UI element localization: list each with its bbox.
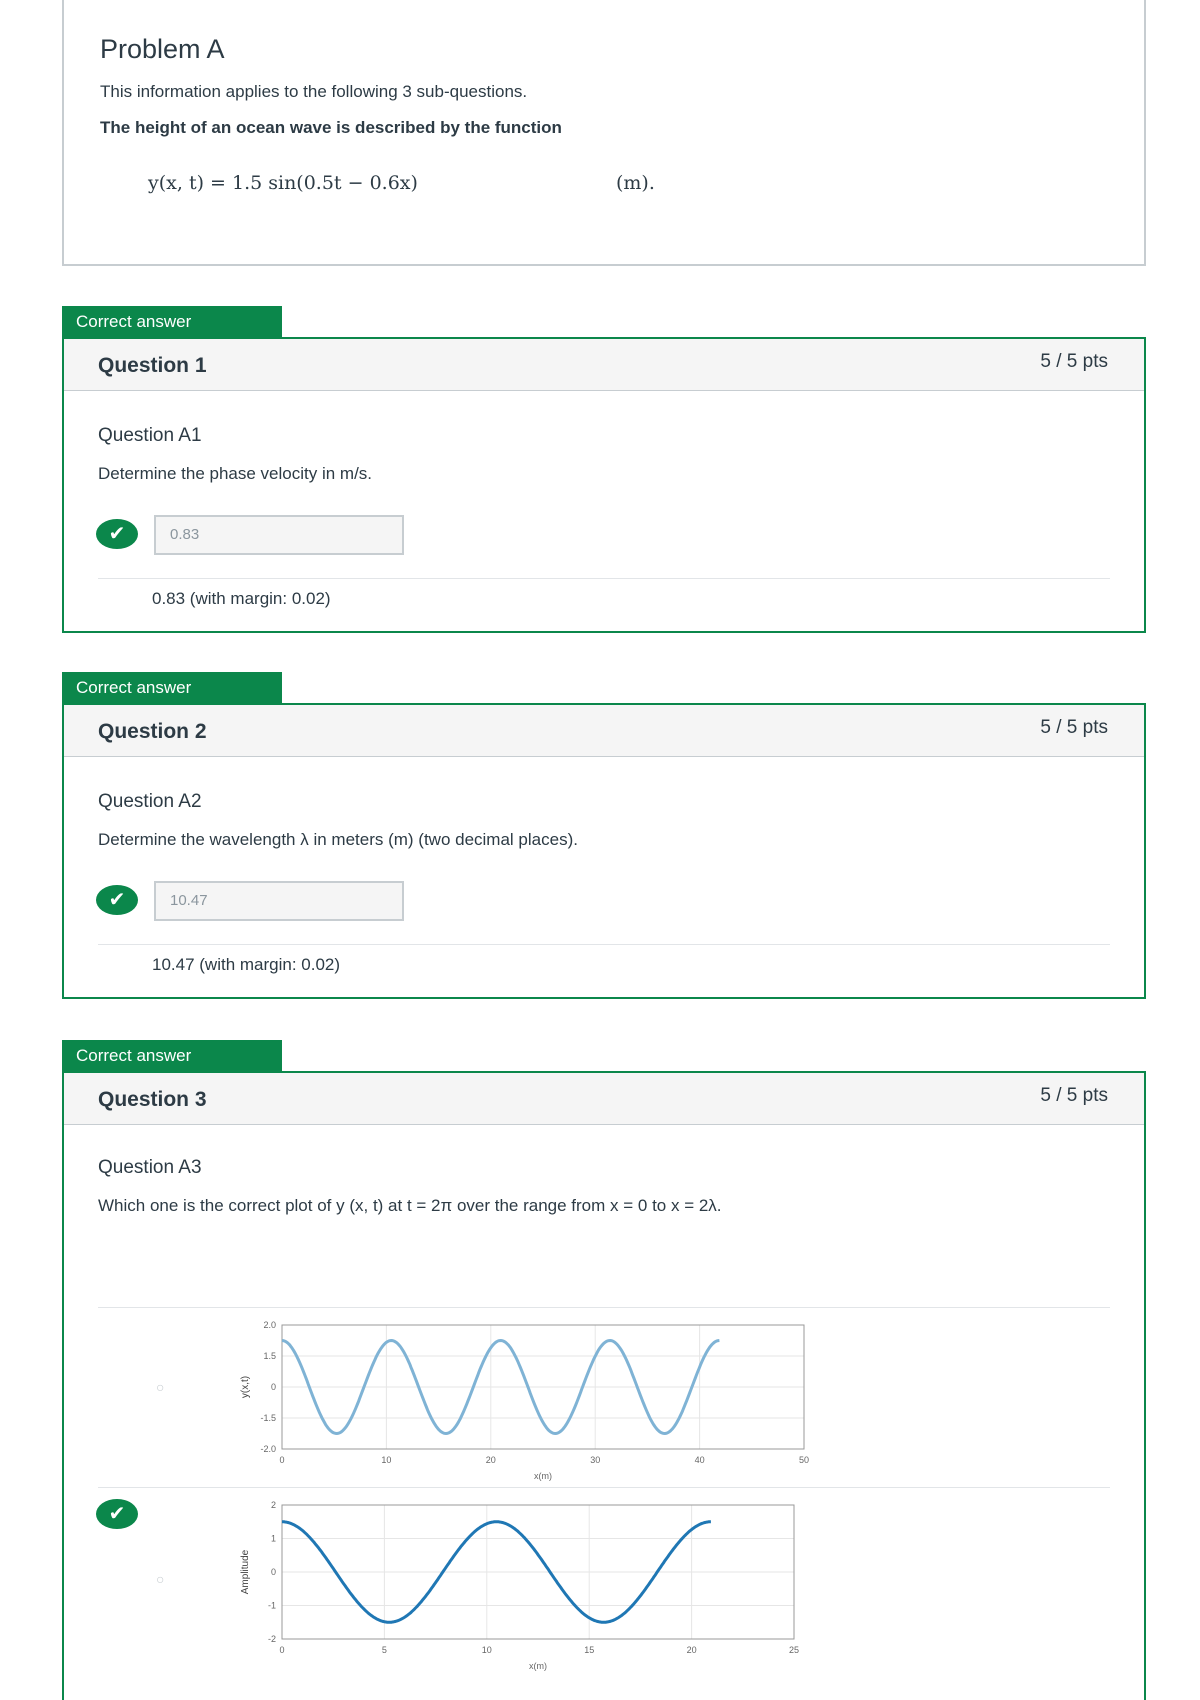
answer-input[interactable]: 10.47 (154, 881, 404, 921)
question-prompt: Determine the wavelength λ in meters (m) (two decimal places). (98, 830, 578, 849)
correct-answer-text: 0.83 (with margin: 0.02) (152, 589, 331, 608)
question-subtitle: Question A2 (98, 791, 202, 812)
x-tick-label: 0 (279, 1455, 285, 1465)
x-tick-label: 20 (485, 1455, 496, 1465)
question-prompt: Determine the phase velocity in m/s. (98, 464, 373, 483)
x-tick-label: 5 (381, 1645, 387, 1655)
checkmark-icon: ✔ (96, 1499, 138, 1529)
option-radio-1[interactable]: ○ (156, 1379, 165, 1395)
x-tick-label: 15 (584, 1645, 595, 1655)
checkmark-icon: ✔ (96, 519, 138, 549)
question-2-card (62, 703, 1146, 999)
question-header (64, 339, 1144, 391)
question-points: 5 / 5 pts (1040, 1085, 1108, 1106)
checkmark-icon: ✔ (96, 885, 138, 915)
answer-input[interactable]: 0.83 (154, 515, 404, 555)
problem-equation: y(x, t) = 1.5 sin(0.5t − 0.6x) (148, 172, 418, 194)
question-points: 5 / 5 pts (1040, 717, 1108, 738)
divider (98, 1307, 1110, 1308)
question-3-card (62, 1071, 1146, 1700)
x-tick-label: 30 (590, 1455, 601, 1465)
correct-answer-badge: Correct answer (62, 672, 282, 704)
y-axis-label: y(x,t) (240, 1375, 251, 1399)
question-title: Question 2 (98, 720, 207, 743)
y-axis-label: Amplitude (240, 1549, 251, 1595)
y-tick-label: 1.5 (263, 1351, 276, 1361)
question-title: Question 3 (98, 1088, 207, 1111)
y-tick-label: -2.0 (260, 1444, 276, 1454)
problem-unit: (m). (616, 172, 655, 194)
y-tick-label: 2 (270, 1500, 276, 1510)
question-title: Question 1 (98, 354, 207, 377)
divider (98, 1487, 1110, 1488)
question-points: 5 / 5 pts (1040, 351, 1108, 372)
question-header (64, 1073, 1144, 1125)
problem-title: Problem A (100, 34, 225, 64)
y-tick-label: 2.0 (263, 1320, 276, 1330)
x-tick-label: 10 (481, 1645, 492, 1655)
x-axis-label: x(m) (534, 1471, 552, 1481)
x-tick-label: 20 (686, 1645, 697, 1655)
problem-info-box (62, 0, 1146, 266)
problem-stem: The height of an ocean wave is described by the function (100, 118, 562, 137)
y-tick-label: -1.5 (260, 1413, 276, 1423)
option-1-plot[interactable] (214, 1315, 874, 1485)
y-tick-label: 1 (270, 1533, 276, 1544)
question-header (64, 705, 1144, 757)
question-prompt: Which one is the correct plot of y (x, t) at t = 2π over the range from x = 0 to x = 2λ. (98, 1196, 722, 1215)
x-axis-label: x(m) (529, 1661, 547, 1671)
divider (98, 578, 1110, 579)
option-radio-2[interactable]: ○ (156, 1571, 165, 1587)
option-2-plot[interactable] (214, 1495, 874, 1677)
correct-answer-badge: Correct answer (62, 1040, 282, 1072)
x-tick-label: 40 (694, 1455, 705, 1465)
x-tick-label: 25 (788, 1645, 800, 1655)
x-tick-label: 10 (381, 1455, 392, 1465)
divider (98, 944, 1110, 945)
y-tick-label: 0 (270, 1567, 276, 1577)
correct-answer-text: 10.47 (with margin: 0.02) (152, 955, 341, 974)
y-tick-label: 0 (270, 1382, 276, 1392)
y-tick-label: -1 (267, 1600, 276, 1611)
question-1-card (62, 337, 1146, 633)
x-tick-label: 0 (279, 1645, 285, 1655)
x-tick-label: 50 (798, 1455, 810, 1465)
y-tick-label: -2 (267, 1634, 276, 1644)
correct-answer-badge: Correct answer (62, 306, 282, 338)
question-subtitle: Question A3 (98, 1157, 202, 1178)
problem-intro: This information applies to the following 3 sub-questions. (100, 82, 528, 101)
question-subtitle: Question A1 (98, 425, 202, 446)
